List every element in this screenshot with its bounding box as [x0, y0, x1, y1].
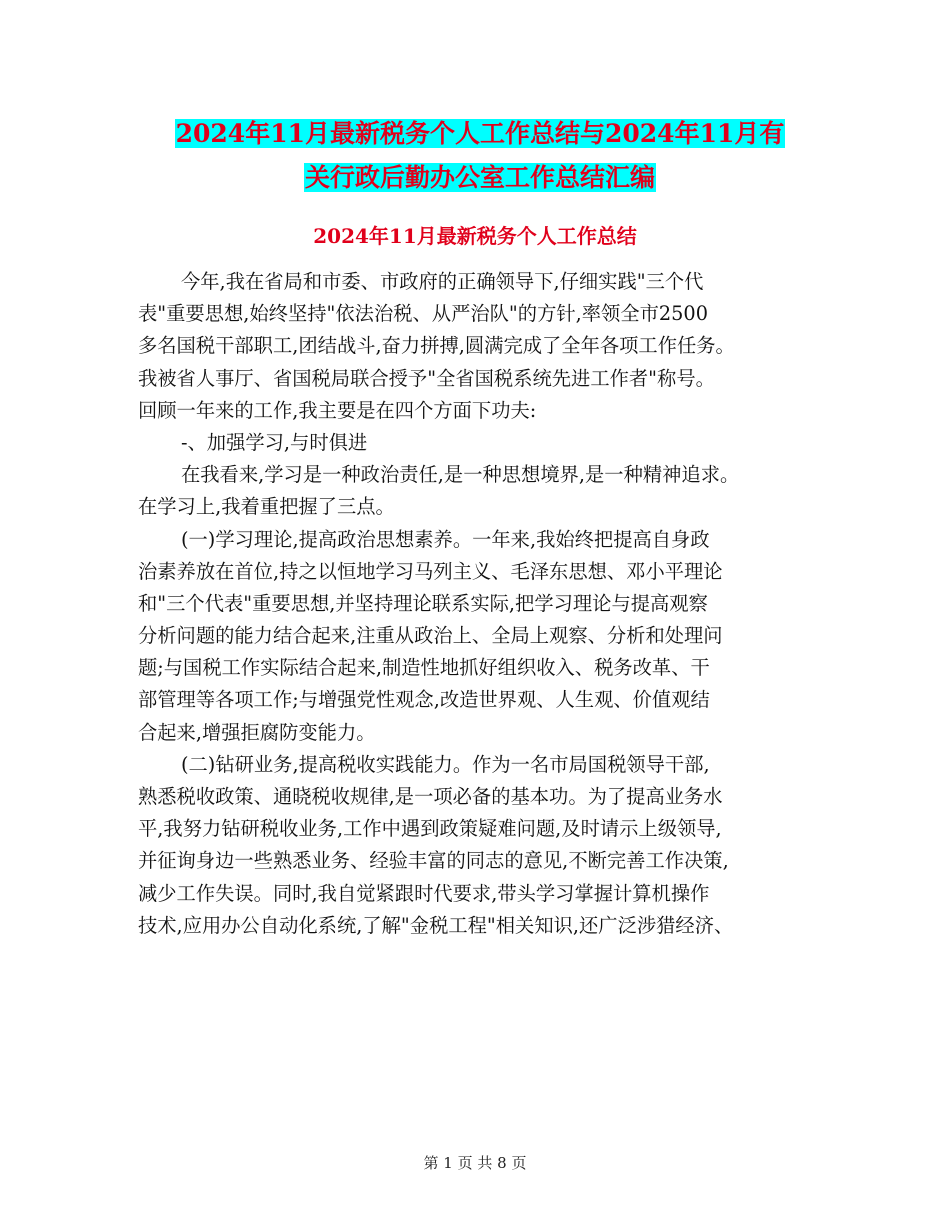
paragraph-line: 题;与国税工作实际结合起来,制造性地抓好组织收入、税务改革、干 — [138, 656, 710, 680]
paragraph-line: 合起来,增强拒腐防变能力。 — [138, 720, 376, 744]
document-body — [138, 266, 828, 942]
paragraph-line: 回顾一年来的工作,我主要是在四个方面下功夫: — [138, 398, 537, 422]
paragraph-line: 在学习上,我着重把握了三点。 — [138, 495, 395, 519]
title-line-1: 2024年11月最新税务个人工作总结与2024年11月有 — [175, 119, 785, 148]
paragraph-line: 在我看来,学习是一种政治责任,是一种思想境界,是一种精神追求。 — [181, 463, 740, 487]
document-title — [130, 112, 830, 200]
page-footer: 第 1 页 共 8 页 — [423, 1154, 527, 1172]
paragraph-line: (二)钻研业务,提高税收实践能力。作为一名市局国税领导干部, — [181, 752, 710, 776]
paragraph-line: 熟悉税收政策、通晓税收规律,是一项必备的基本功。为了提高业务水 — [138, 785, 723, 808]
paragraph-line: 今年,我在省局和市委、市政府的正确领导下,仔细实践"三个代 — [181, 270, 704, 293]
paragraph-line: 减少工作失误。同时,我自觉紧跟时代要求,带头学习掌握计算机操作 — [138, 881, 710, 905]
paragraph-line: 和"三个代表"重要思想,并坚持理论联系实际,把学习理论与提高观察 — [138, 591, 708, 615]
paragraph-line: 治素养放在首位,持之以恒地学习马列主义、毛泽东思想、邓小平理论 — [138, 559, 723, 583]
paragraph-line: 我被省人事厅、省国税局联合授予"全省国税系统先进工作者"称号。 — [138, 366, 715, 390]
paragraph-line: 部管理等各项工作;与增强党性观念,改造世界观、人生观、价值观结 — [138, 688, 710, 712]
paragraph-line: 并征询身边一些熟悉业务、经验丰富的同志的意见,不断完善工作决策, — [138, 849, 729, 873]
paragraph-line: 分析问题的能力结合起来,注重从政治上、全局上观察、分析和处理问 — [138, 624, 723, 648]
title-line-2: 关行政后勤办公室工作总结汇编 — [304, 163, 655, 192]
paragraph-line: 表"重要思想,始终坚持"依法治税、从严治队"的方针,率领全市2500 — [138, 302, 708, 326]
section-heading-line: -、加强学习,与时俱进 — [181, 430, 368, 454]
paragraph-line: (一)学习理论,提高政治思想素养。一年来,我始终把提高自身政 — [181, 527, 710, 551]
paragraph-line: 平,我努力钻研税收业务,工作中遇到政策疑难问题,及时请示上级领导, — [138, 817, 722, 841]
section-title: 2024年11月最新税务个人工作总结 — [313, 224, 637, 248]
paragraph-line: 技术,应用办公自动化系统,了解"金税工程"相关知识,还广泛涉猎经济、 — [138, 913, 734, 937]
paragraph-line: 多名国税干部职工,团结战斗,奋力拼搏,圆满完成了全年各项工作任务。 — [138, 334, 735, 358]
